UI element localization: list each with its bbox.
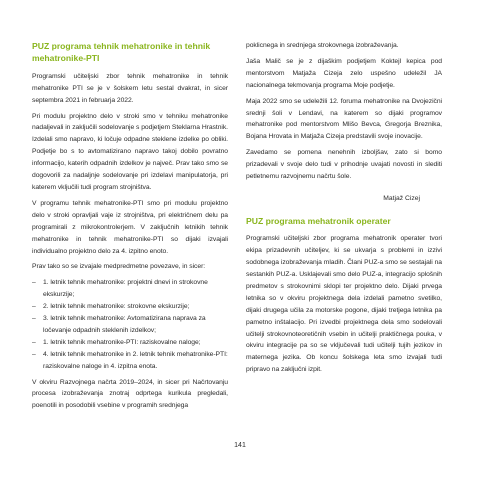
list-item-text: 3. letnik tehnik mehatronike: Avtomatizirana naprava za ločevanje odpadnih steklenih izdelkov; (43, 315, 206, 334)
paragraph: poklicnega in srednjega strokovnega izobraževanja. (246, 42, 399, 49)
list-item-text: 1. letnik tehnik mehatronike-PTI: raziskovalne naloge; (43, 338, 201, 346)
dash-marker: – (32, 315, 36, 323)
paragraph: Programski učiteljski zbor tehnik mehatronike in tehnik mehatronike PTI se je v šolskem letu sestal dvakrat, in sicer septembra 2021 in februarja 2022. (32, 72, 228, 104)
dash-marker: – (32, 338, 36, 346)
section-heading-mechatronics-operator: PUZ programa mehatronik operater (246, 215, 391, 226)
list-item (32, 349, 228, 373)
paragraph: Prav tako so se izvajale medpredmetne povezave, in sicer: (32, 263, 206, 271)
list-item (32, 337, 228, 349)
dash-marker: – (32, 350, 36, 358)
paragraph: Jaša Malič se je z dijaškim podjetjem Koktejl kepica pod mentorstvom Matjaža Cizeja zelo uspešno udeležil JA nacionalnega tekmovanja programa Moje podjetje. (246, 57, 442, 89)
paragraph: V programu tehnik mehatronike-PTI smo pri modulu projektno delo v stroki opravljali vaje iz strojništva, pri električnem delu pa programirali z mikrokontrolerjem. V zaključnih letnikih tehnik mehatronike in tehnik mehatronike-PTI so dijaki izvajali individualno projektno delo za 4. izpitno enoto. (32, 199, 228, 255)
paragraph: Programski učiteljski zbor programa mehatronik operater tvori ekipa prizadevnih učiteljev, ki se ukvarja s problemi in izzivi sodobnega izobraževanja mladih. Člani PUZ-a smo se sestajali na sestankih PUZ-a. Usklajevali smo delo PUZ-a, integracijo splošnih predmetov s strokovnimi sklopi ter projektno delo. Dijaki prvega letnika so v okviru projektnega dela izdelali pametno svetilko, dijaki drugega učila za motorske pogone, dijaki tretjega letnika pa pametno inštalacijo. Pri izvedbi projektnega dela smo sodelovali učitelji strokovnoteoretičnih vsebin in učitelji praktičnega pouka, v okviru integracije pa so se vključevali tudi učitelji tujih jezikov in maternega jezika. Ob koncu šolskega leta smo izvajali tudi pripravo na zaključni izpit. (246, 235, 442, 374)
paragraph: Maja 2022 smo se udeležili 12. foruma mehatronike na Dvojezični srednji šoli v Lendavi, na katerem so dijaki programov mehatronike pod mentorstvom Mlišo Bevca, Gregorja Breznika, Bojana Hrovata in Matjaža Cizeja predstavili svoje inovacije. (246, 97, 442, 141)
paragraph: Pri modulu projektno delo v stroki smo v tehniku mehatronike nadaljevali in zaključili sodelovanje s podjetjem Steklarna Hrastnik. Izdelali smo napravo, ki ločuje odpadne steklene izdelke po obliki. Podjetje bo s to avtomatizirano napravo takoj dobilo povratno informacijo, katerih odpadnih izdelkov je največ. Prav tako smo se dogovorili za nadaljnje sodelovanje pri izdelavi manipulatorja, pri katerem vključili tudi program strojništva. (32, 112, 228, 191)
list-item-text: 2. letnik tehnik mehatronike: strokovne ekskurzije; (43, 303, 190, 311)
left-column (32, 40, 228, 416)
list-item (32, 301, 228, 313)
list-item (32, 313, 228, 337)
list-item-text: 4. letnik tehnik mehatronike in 2. letnik tehnik mehatronike-PTI: raziskovalne naloge in 4. izpitna enota. (43, 350, 228, 370)
list-item-text: 1. letnik tehnik mehatronike: projektni dnevi in strokovne ekskurzije; (43, 279, 208, 299)
cross-curricular-list (32, 277, 228, 372)
author-signature: Matjaž Cizej (383, 194, 420, 202)
list-item (32, 277, 228, 301)
paragraph: V okviru Razvojnega načrta 2019–2024, in sicer pri Načrtovanju procesa izobraževanja znotraj odprtega kurikula pregledali, poenotili in posodobili vsebine v programih srednjega (32, 378, 228, 410)
dash-marker: – (32, 279, 36, 287)
paragraph: Zavedamo se pomena nenehnih izboljšav, zato si bomo prizadevali v svoje delo tudi v prihodnje uvajati novosti in slediti petletnemu razvojnemu načrtu šole. (246, 149, 442, 181)
section-heading-mechatronics-technician: PUZ programa tehnik mehatronike in tehnik mehatronike-PTI (32, 41, 211, 64)
page-number: 141 (234, 442, 246, 449)
dash-marker: – (32, 303, 36, 311)
right-column (246, 40, 442, 380)
